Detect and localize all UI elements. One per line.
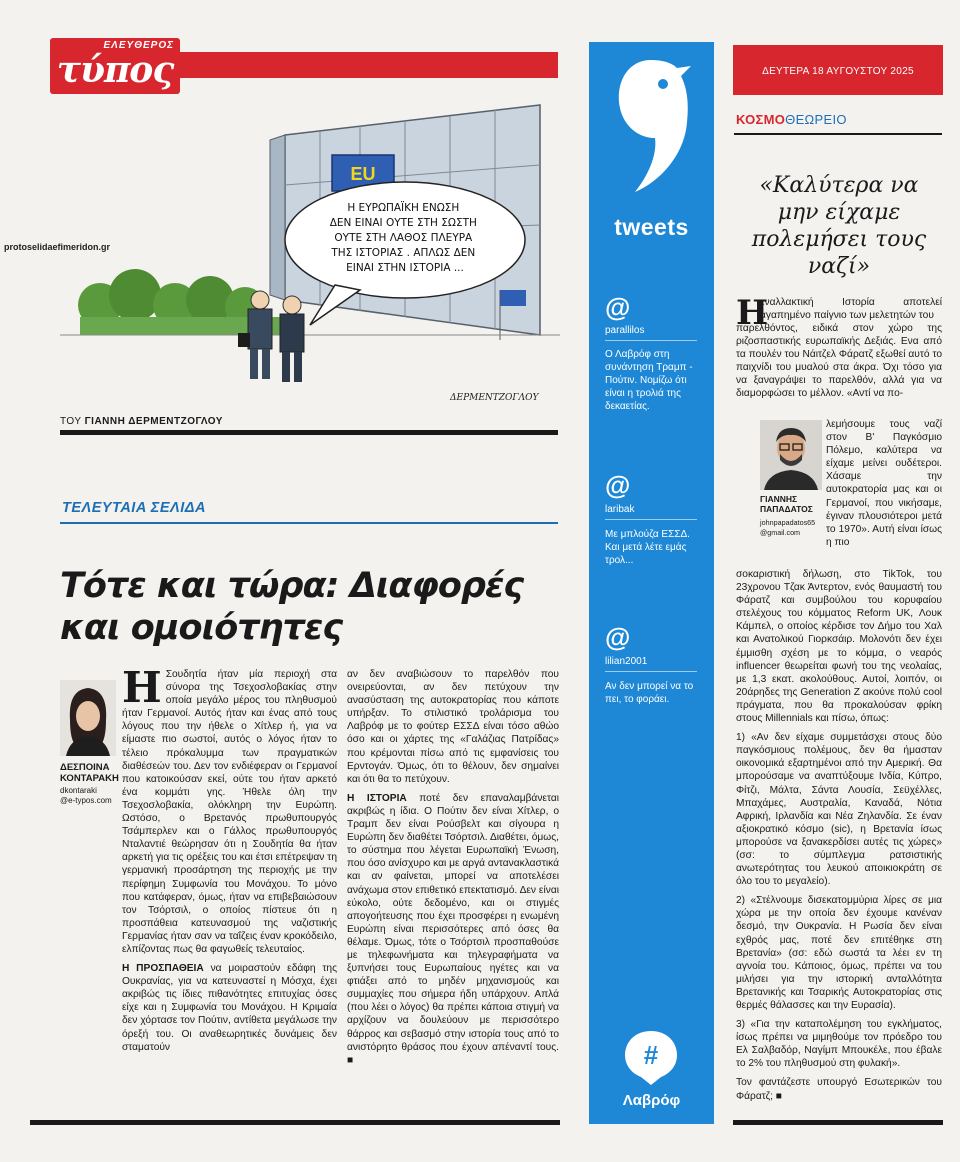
author-email <box>60 786 112 806</box>
hashtag-bubble-icon <box>621 1027 681 1087</box>
section-underline <box>60 522 558 524</box>
speech-line: ΤΗΣ ΙΣΤΟΡΙΑΣ . ΑΠΛΩΣ ΔΕΝ <box>331 247 476 259</box>
tweet-divider <box>605 519 697 520</box>
editorial-cartoon <box>60 95 560 420</box>
speech-line: Η ΕΥΡΩΠΑΪΚΗ ΕΝΩΣΗ <box>347 202 460 214</box>
headline <box>60 565 560 649</box>
columnist-email-line: johnpapadatos65 <box>760 518 816 527</box>
opinion-paragraph: 1) «Αν δεν είχαμε συμμετάσχει στους δύο παγκόσμιους πολέμους, δεν θα ήμασταν οικονομικά εξαρτημένοι από την Αμερική. Θα μπορούσαμε να αναπτύξουμε Ινδία, Κύπρο, Φίτζι, Μάλτα, Σάντα Λουσία, Σεϋχέλλες, Μπαχάμες, Αυστραλία, Καναδά, Νότια Αφρική, Ιρλανδία και Νέα Ζηλανδία. Σε έναν αξιοκρατικό κόσμο (sic), η Βρετανία ίσως μπορούσε να ξανακερδίσει αυτές τις χώρες» (σσ: το σύμπλεγμα ρατσιστικής ανωτερότητας του λευκού αποικιοκράτη σε όλο του το μεγαλείο). <box>736 732 942 888</box>
tweet-text: Ο Λαβρόφ στη συνάντηση Τραμπ - Πούτιν. Νομίζω ότι είναι η τρολιά της δεκαετίας. <box>605 349 693 412</box>
paragraph-text: να μοιραστούν εδάφη της Ουκρανίας, για να κατευναστεί η Μόσχα, έχει ακριβώς τις ίδιες πιθανότητες επιτυχίας όσες είχε και η Συμφωνία του Μονάχου. Η Κριμαία δεν χόρτασε τον Πούτιν, αντίθετα μεγάλωσε την όρεξή του. Οι αναθεωρητικές δυνάμεις δεν σταματούν <box>122 963 337 1053</box>
column-name <box>736 112 847 127</box>
author-photo <box>60 680 116 756</box>
bottom-divider <box>733 1120 943 1125</box>
columnist-photo <box>760 420 822 490</box>
logo-small-text: ΕΛΕΥΘΕΡΟΣ <box>103 40 174 51</box>
article-column-1 <box>122 663 337 1060</box>
columnist-name-line: ΠΑΠΑΔΑΤΟΣ <box>760 504 813 514</box>
paragraph-lead: Η ΙΣΤΟΡΙΑ <box>347 792 407 804</box>
columnist-email-line: @gmail.com <box>760 527 801 537</box>
headline-line: και ομοιότητες <box>60 608 343 648</box>
article-paragraph <box>347 792 559 1067</box>
opinion-text: λεμήσουμε τους ναζί στον Β' Παγκόσμιο Πόλεμο, καλύτερα να είχαμε μείνει ουδέτεροι. Χάσαμε την αυτοκρατορία μας και οι Γερμανοί, που νικήσαμε, έγιναν πλουσιότεροι μετά το 1970». Αυτή είναι ίσως η πιο <box>826 419 942 548</box>
masthead-red-bar <box>180 52 558 78</box>
article-paragraph <box>347 668 559 786</box>
speech-line: ΔΕΝ ΕΙΝΑΙ ΟΥΤΕ ΣΤΗ ΣΩΣΤΗ <box>329 217 477 229</box>
tweet-text: Με μπλούζα ΕΣΣΔ. Και μετά λέτε εμάς τρολ... <box>605 529 690 566</box>
column-name-red: ΚΟΣΜΟ <box>736 112 786 127</box>
tweets-title: tweets <box>614 214 689 240</box>
cartoon-signature: ΔΕΡΜΕΝΤΖΟΓΛΟΥ <box>450 393 539 403</box>
opinion-paragraph <box>736 1076 942 1102</box>
paragraph-text: Σουδητία ήταν μία περιοχή στα σύνορα της Τσεχοσλοβακίας στην οποία μεγάλο μέρος του πληθυσμού ήταν Γερμανοί. Αυτός ήταν και ένας από τους λόγους που την ήθελε ο Χίτλερ ή, για να είμαστε πιο σωστοί, αυτός ο λόγος ήταν το τέλειο πρόκαλυμμα των πραγματικών διαθέσεών του. Δεν τον ενδιέφεραν οι Γερμανοί που κατοικούσαν εκεί, ούτε του ήταν αρκετό ένα κομμάτι γης. Ήθελε όλη την Τσεχοσλοβακία, ολόκληρη την Ευρώπη. Ωστόσο, ο Βρετανός πρωθυπουργός Τσάμπερλεν και ο Γάλλος πρωθυπουργός Νταλαντιέ θεώρησαν ότι η Σουδητία θα ήταν αρκετή για τις ορέξεις του και έτσι επέτρεψαν τη γερμανική προσάρτηση της περιοχής με την περίφημη Συμφωνία του Μονάχου. Το μόνο που κατάφεραν, όμως, ήταν να επιβεβαιώσουν τον Τσόρτσιλ, ο οποίος πίστευε ότι η προσπάθεια κατευνασμού της ναζιστικής Γερμανίας ήταν σαν να ταΐζεις έναν κροκόδειλο, ελπίζοντας πως θα φαγωθείς τελευταίος. <box>122 669 337 955</box>
end-mark: ■ <box>775 1090 782 1102</box>
section-label: ΤΕΛΕΥΤΑΙΑ ΣΕΛΙΔΑ <box>62 500 206 516</box>
hashtag-symbol: # <box>643 1040 659 1070</box>
dropcap: Η <box>122 663 162 712</box>
author-email-line: @e-typos.com <box>60 796 112 805</box>
opinion-text-block <box>736 568 942 1109</box>
opinion-paragraph: 3) «Για την καταπολέμηση του εγκλήματος, ίσως πρέπει να μιμηθούμε τον πρόεδρο του Ελ Σαλβαδόρ, Ναγίμπ Μπουκέλε, που έβαλε το 2% του πληθυσμού στη φυλακή». <box>736 1019 942 1070</box>
column-name-blue: ΘΕΩΡΕΙΟ <box>785 112 847 127</box>
credit-name: ΓΙΑΝΝΗ ΔΕΡΜΕΝΤΖΟΓΛΟΥ <box>84 416 223 427</box>
headline-line: Τότε και τώρα: Διαφορές <box>60 566 524 606</box>
eu-sign-text: EU <box>350 164 376 184</box>
end-mark: ■ <box>347 1054 354 1066</box>
article-paragraph <box>122 962 337 1054</box>
date-bar <box>733 45 943 95</box>
bottom-divider <box>30 1120 560 1125</box>
logo-big-text: τύπος <box>56 49 174 91</box>
author-name-line: ΔΕΣΠΟΙΝΑ <box>60 762 110 773</box>
opinion-text: παρελθόντος, ειδικά στον χώρο της ριζοσπαστικής ευρωπαϊκής Δεξιάς. Ενα από τα πουλέν του Νάιτζελ Φάρατζ εξωθεί αυτό το παιχνίδι του μυαλού στα άκρα. Όχι τόσο για να ξαναγράψει το παρελθόν, αλλά για να διαμορφώσει το μέλλον. «Αντί να πο- <box>736 323 942 400</box>
hashtag-label: Λαβρόφ <box>622 1092 681 1109</box>
paragraph-text: αν δεν αναβιώσουν το παρελθόν που ονειρεύονται, αν δεν πετύχουν την ανασύσταση της αυτοκρατορίας που κάποτε υπήρξαν. Το στιλιστικό τρολάρισμα του Λαβρόφ με το φούτερ ΕΣΣΔ είναι τόσο αθώο όσο και οι χάρτες της «Γαλάζιας Πατρίδας» που κρέμονται πίσω από τις εμφανίσεις του Ερντογάν. Όμως, ότι το θέλουν, δεν σημαίνει και ότι θα το πετύχουν. <box>347 669 559 785</box>
dropcap: Η <box>736 293 769 333</box>
tweet-divider <box>605 340 697 341</box>
opinion-text: εναλλακτική Ιστορία αποτελεί αγαπημένο παίγνιο των μελετητών του <box>760 297 942 322</box>
paragraph-text: ποτέ δεν επαναλαμβάνεται ακριβώς η ίδια. Ο Πούτιν δεν είναι Χίτλερ, ο Τραμπ δεν είναι Ρούσβελτ και σίγουρα η Ευρώπη δεν διαθέτει Τσόρτσιλ. Διαθέτει, όμως, το σύστημα που λέγεται Ευρωπαϊκή Ένωση, που όσο ανίσχυρο και με αργά αντανακλαστικά και αν φαίνεται, μπορεί να αποτελέσει ανάχωμα στον επιθετικό επεκτατισμό. Δεν είναι εύκολο, ούτε δεδομένο, και οι στιγμές απογοήτευσης που έχει προσφέρει η ενωμένη Ευρώπη είναι περισσότερες από όσες θα θέλαμε. Όμως, τότε ο Τσόρτσιλ προσπαθούσε με τηλεφωνήματα και τηλεγραφήματα να ξυπνήσει τους Ευρωπαίους ηγέτες και να φτιάξει από το μηδέν μηχανισμούς και συμμαχίες που σήμερα ήδη υπάρχουν. Απλά (που λέει ο λόγος) θα πρέπει κάποια στιγμή να αρχίζουν να δουλεύουν με περισσότερο θάρρος και σεβασμό στην ιστορία τους από το ανιστόρητο θράσος που έχουν απέναντί τους. <box>347 792 559 1053</box>
article-column-2 <box>347 668 559 1073</box>
tweet-handle[interactable]: lilian2001 <box>605 656 648 667</box>
tweet-handle[interactable]: laribak <box>605 504 635 515</box>
speech-line: ΟΥΤΕ ΣΤΗ ΛΑΘΟΣ ΠΛΕΥΡΑ <box>334 232 473 244</box>
author-name <box>60 762 119 784</box>
newspaper-logo <box>50 38 180 94</box>
svg-text:Η ΕΥΡΩΠΑΪΚΗ ΕΝΩΣΗ ΔΕΝ ΕΙΝΑ <box>330 201 481 274</box>
column-underline <box>734 133 942 135</box>
tweet-divider <box>605 671 697 672</box>
opinion-paragraph: σοκαριστική δήλωση, στο TikTok, του 23χρονου Τζακ Άντερτον, ενός θαυμαστή του Φάρατζ και συμβούλου του κορυφαίου στελέχους του κόμματος Reform UK, Λουκ Κάμπελ, ο οποίος κέρδισε τον Δήμο του Χαλ και Ανατολικού Γιορκσάιρ. Μολονότι δεν έχει έμμισθη σχέση με το κόμμα, ο νεαρός influencer θεωρείται φωνή του της νεολαίας, με 1,3 εκατ. ακολούθους. Αυτοί, λοιπόν, οι 20άρηδες της Generation Z ακούνε πολύ cool πράγματα, που θα προκαλούσαν φρίκη στους Millennials και πίσω, όπως: <box>736 569 942 725</box>
speech-line: ΕΙΝΑΙ ΣΤΗΝ ΙΣΤΟΡΙΑ ... <box>346 262 464 274</box>
at-icon: @ <box>605 622 631 652</box>
tweet-handle[interactable]: parallilos <box>605 325 645 336</box>
issue-date: ΔΕΥΤΕΡΑ 18 ΑΥΓΟΥΣΤΟΥ 2025 <box>762 66 914 77</box>
author-email-line: dkontaraki <box>60 786 97 795</box>
divider <box>60 430 558 435</box>
credit-prefix: ΤΟΥ <box>60 416 82 427</box>
author-name-line: ΚΟΝΤΑΡΑΚΗ <box>60 773 119 784</box>
cartoon-credit <box>60 416 223 427</box>
article-paragraph <box>122 663 337 956</box>
opinion-headline: «Καλύτερα να μην είχαμε πολεμήσει τους ναζί» <box>751 173 927 279</box>
at-icon: @ <box>605 470 631 500</box>
columnist-email <box>760 518 815 537</box>
watermark: protoselidaefimeridon.gr <box>4 242 111 252</box>
paragraph-text: Τον φαντάζεστε υπουργό Εσωτερικών του Φάρατζ; <box>736 1077 942 1102</box>
paragraph-lead: Η ΠΡΟΣΠΑΘΕΙΑ <box>122 963 204 975</box>
tweets-bird-icon <box>611 52 693 212</box>
at-icon: @ <box>605 292 631 322</box>
tweet-text: Αν δεν μπορεί να το πει, το φοράει. <box>605 681 694 705</box>
columnist-name <box>760 494 813 514</box>
opinion-paragraph: 2) «Στέλνουμε δισεκατομμύρια λίρες σε μια χώρα με την οποία δεν έχουμε κανέναν δεσμό, την Ουκρανία. Η Ρωσία δεν είναι εχθρός μας, ποτέ δεν επιτέθηκε στη Βρετανία» (σσ: εδώ σωστά τα λέει εν τη αγνοία του. Κάποιος, όμως, πρέπει να του μιλήσει για την ιστορική ανταλλότητα Βρετανικής και Τσαρικής Αυτοκρατορίας στις θερμές θάλασσες και την Ευρασία). <box>736 895 942 1011</box>
tweets-column <box>589 42 714 1124</box>
columnist-name-line: ΓΙΑΝΝΗΣ <box>760 494 798 504</box>
